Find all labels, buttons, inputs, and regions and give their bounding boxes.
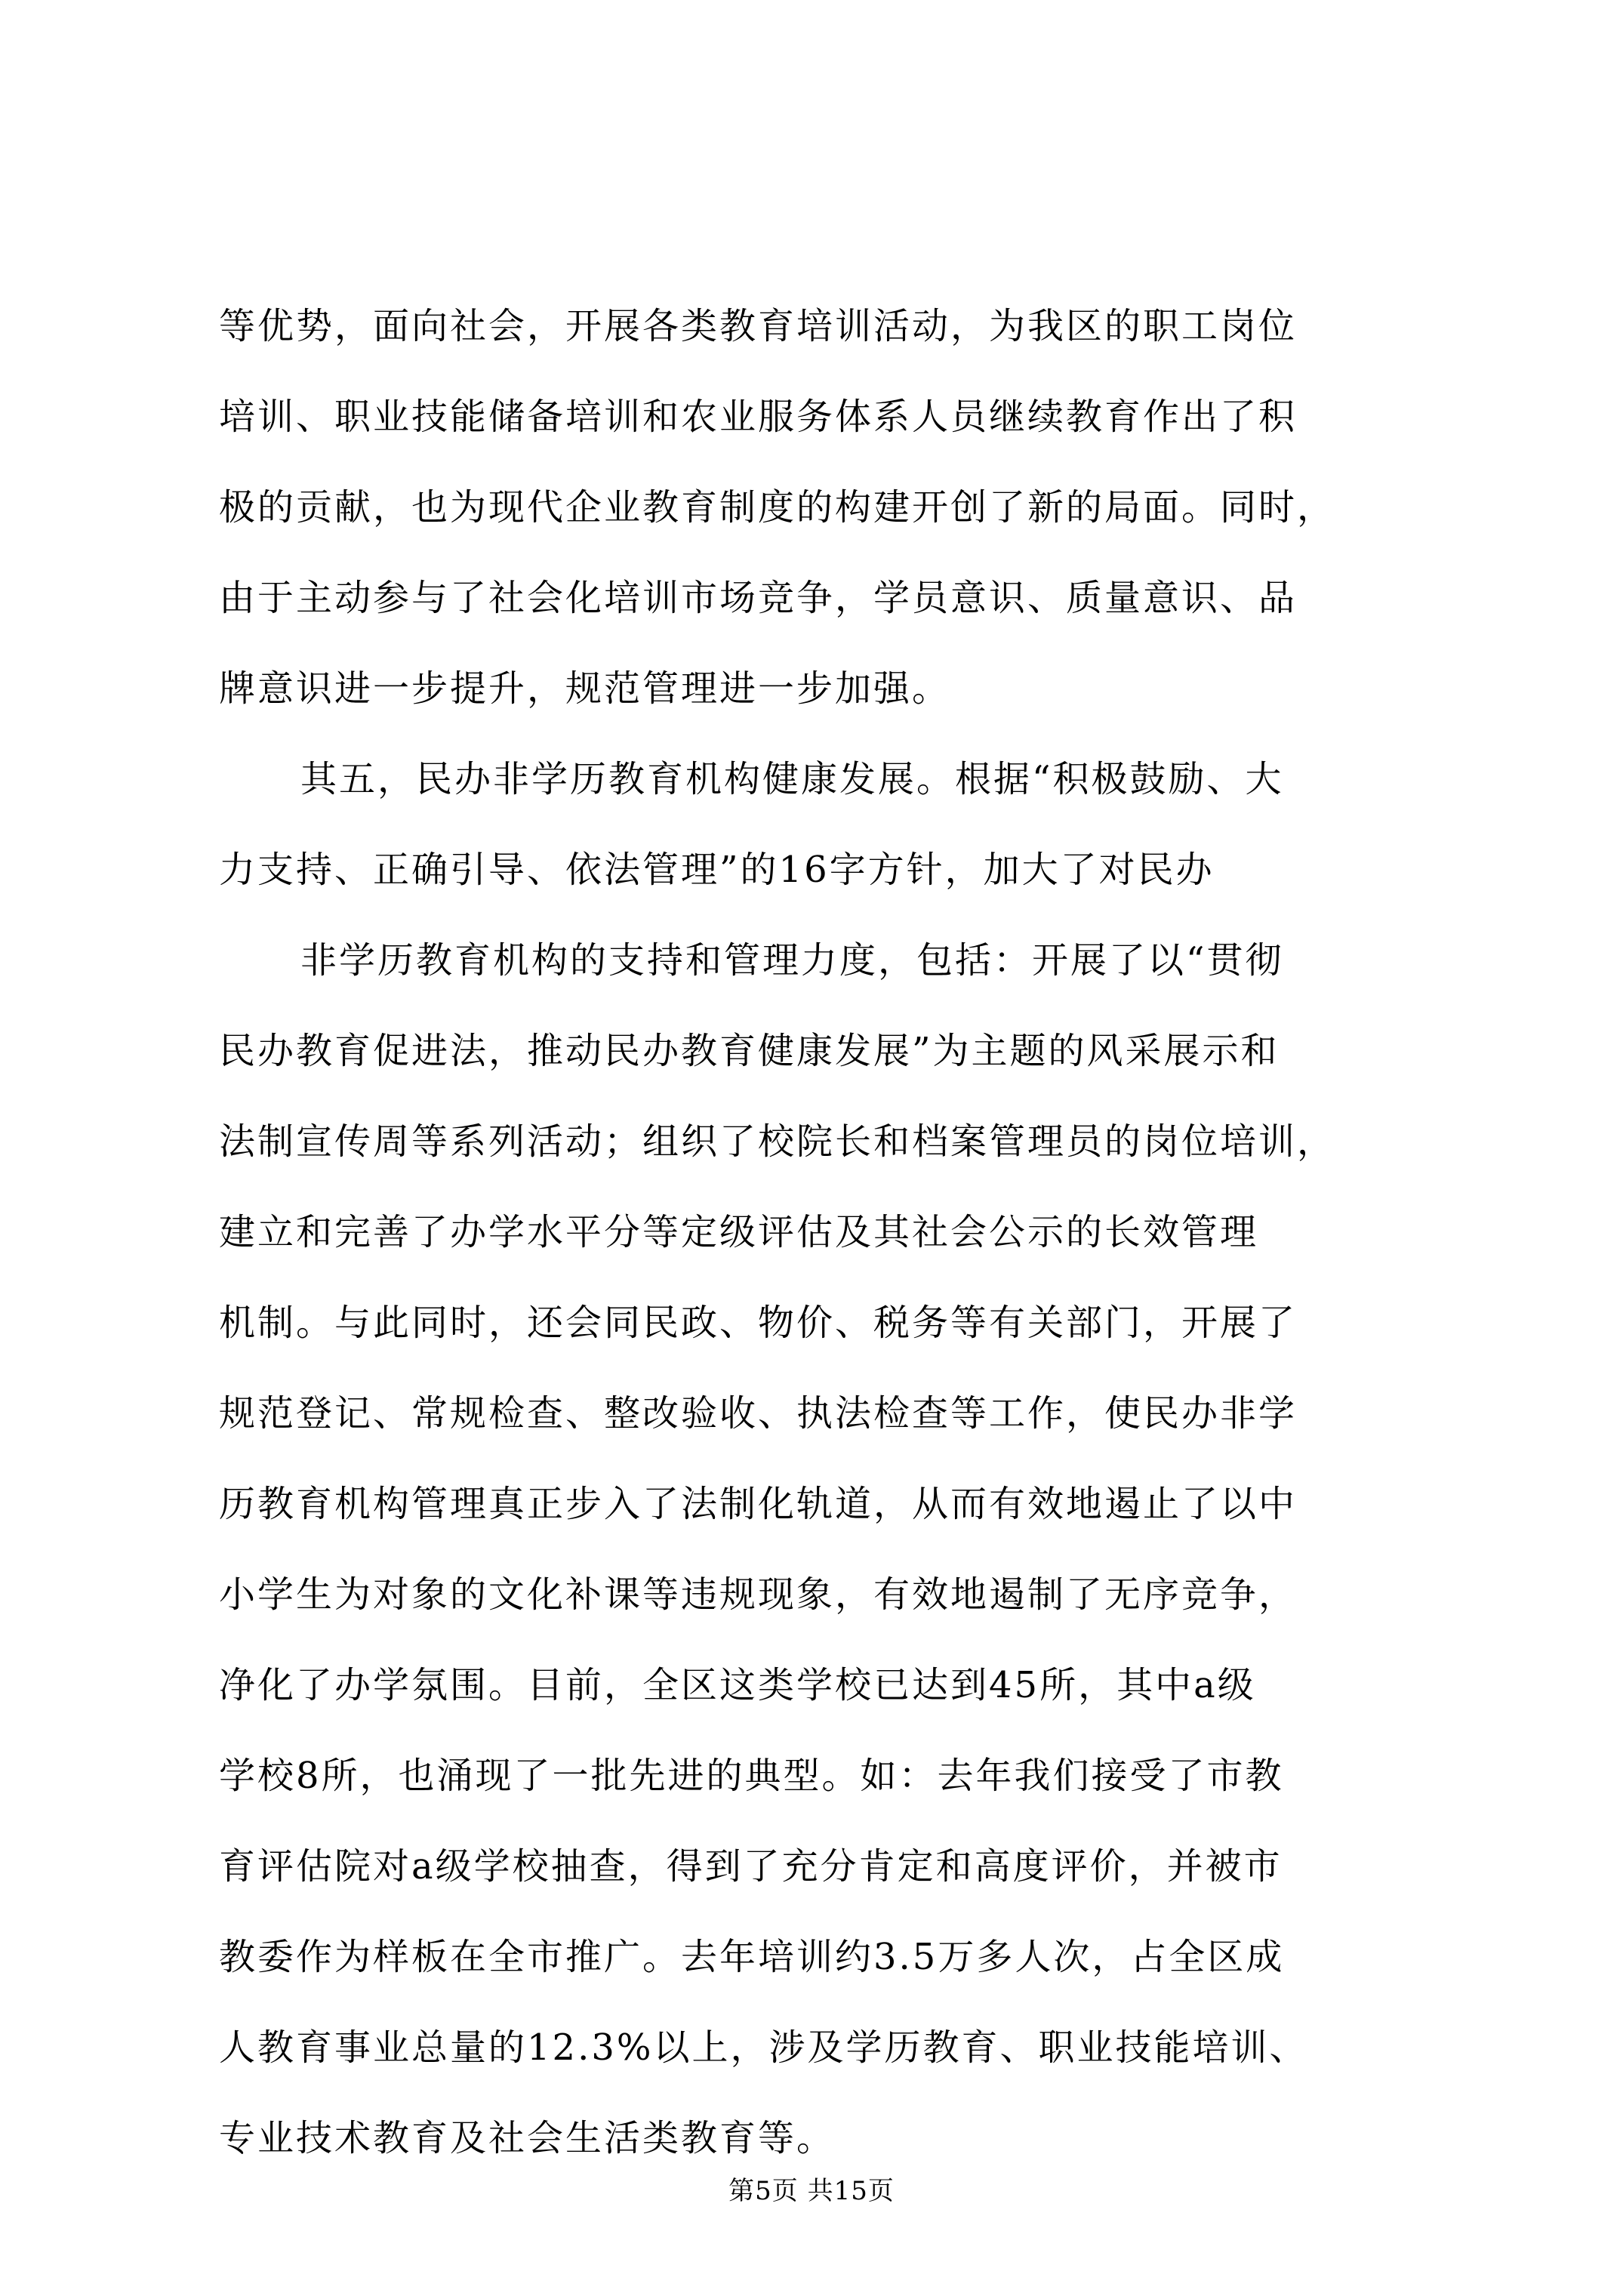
paragraph-line: 人教育事业总量的12.3%以上，涉及学历教育、职业技能培训、 bbox=[219, 2026, 1308, 2069]
paragraph-line: 法制宣传周等系列活动；组织了校院长和档案管理员的岗位培训， bbox=[219, 1120, 1336, 1163]
paragraph-line: 规范登记、常规检查、整改验收、执法检查等工作，使民办非学 bbox=[219, 1392, 1298, 1435]
paragraph-line: 极的贡献，也为现代企业教育制度的构建开创了新的局面。同时， bbox=[219, 486, 1336, 529]
paragraph-line: 建立和完善了办学水平分等定级评估及其社会公示的长效管理 bbox=[219, 1211, 1259, 1253]
page-number: 第5页 共15页 bbox=[728, 2176, 895, 2206]
paragraph-line: 专业技术教育及社会生活类教育等。 bbox=[219, 2117, 836, 2159]
paragraph-line: 牌意识进一步提升，规范管理进一步加强。 bbox=[219, 667, 951, 710]
paragraph-line: 教委作为样板在全市推广。去年培训约3.5万多人次，占全区成 bbox=[219, 1936, 1285, 1978]
paragraph-line: 力支持、正确引导、依法管理”的16字方针，加大了对民办 bbox=[219, 849, 1215, 891]
paragraph-line: 非学历教育机构的支持和管理力度，包括：开展了以“贯彻 bbox=[300, 939, 1284, 982]
paragraph-line: 等优势，面向社会，开展各类教育培训活动，为我区的职工岗位 bbox=[219, 305, 1298, 347]
paragraph-line: 净化了办学氛围。目前，全区这类学校已达到45所，其中a级 bbox=[219, 1664, 1256, 1706]
paragraph-line: 民办教育促进法，推动民办教育健康发展”为主题的风采展示和 bbox=[219, 1030, 1280, 1072]
paragraph-line: 其五，民办非学历教育机构健康发展。根据“积极鼓励、大 bbox=[300, 758, 1284, 800]
paragraph-line: 机制。与此同时，还会同民政、物价、税务等有关部门，开展了 bbox=[219, 1302, 1298, 1344]
paragraph-line: 历教育机构管理真正步入了法制化轨道，从而有效地遏止了以中 bbox=[219, 1483, 1298, 1525]
paragraph-line: 小学生为对象的文化补课等违规现象，有效地遏制了无序竞争， bbox=[219, 1573, 1298, 1616]
paragraph-line: 培训、职业技能储备培训和农业服务体系人员继续教育作出了积 bbox=[219, 396, 1298, 438]
paragraph-line: 学校8所，也涌现了一批先进的典型。如：去年我们接受了市教 bbox=[219, 1755, 1284, 1797]
paragraph-line: 由于主动参与了社会化培训市场竞争，学员意识、质量意识、品 bbox=[219, 577, 1298, 619]
paragraph-line: 育评估院对a级学校抽查，得到了充分肯定和高度评价，并被市 bbox=[219, 1845, 1283, 1888]
